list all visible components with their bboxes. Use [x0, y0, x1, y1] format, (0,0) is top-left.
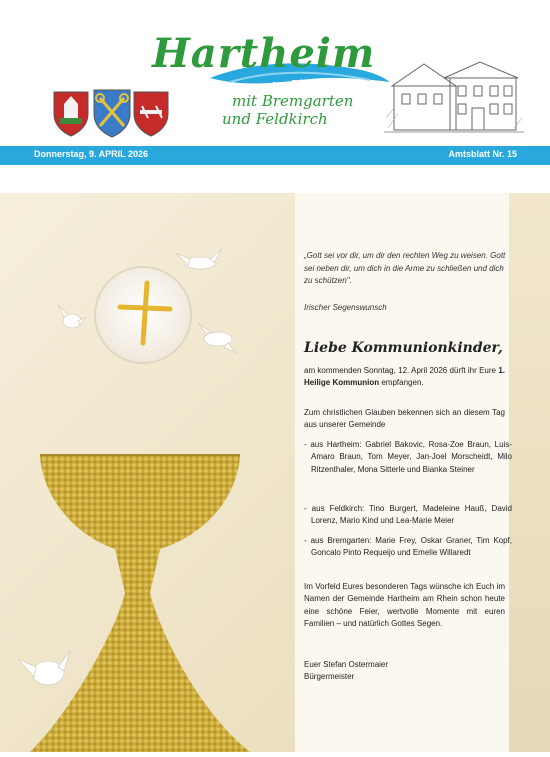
dove-icon-left: [58, 305, 86, 328]
town-subtitle-feldkirch: und Feldkirch: [222, 110, 328, 128]
town-title: Hartheim: [152, 30, 376, 77]
coat-of-arms-icons: [52, 88, 170, 138]
dove-icon-right: [198, 323, 236, 353]
town-subtitle-river: am Rhein: [270, 78, 323, 91]
signature-name: Euer Stefan Ostermaier: [304, 660, 389, 669]
dove-icon-top: [176, 249, 222, 269]
masthead: [0, 0, 550, 146]
golden-chalice-icon: [30, 455, 250, 752]
issue-info-bar: [0, 146, 550, 165]
townhall-sketch-graphic: [384, 58, 524, 136]
cover-page: [0, 193, 550, 752]
dove-icon-bottom: [18, 651, 70, 685]
blessing-quote: „Gott sei vor dir, um dir den rechten Weg zu weisen. Gott sei neben dir, um dich in die Arme zu schließen und dich zu schützen".: [304, 251, 506, 285]
letter-closing: Im Vorfeld Eures besonderen Tags wünsche ich Euch im Namen der Gemeinde Hartheim am Rhein schon heute eine schöne Feier, wertvolle Momente mit euren Familien – und natürlich Gottes Segen.: [304, 582, 505, 628]
crest-church-icon: [54, 92, 88, 136]
letter-greeting: Liebe Kommunionkinder,: [304, 340, 503, 356]
crest-keys-icon: [94, 90, 130, 137]
town-subtitle-bremgarten: mit Bremgarten: [232, 92, 354, 110]
intro-text: am kommenden Sonntag, 12. April 2026 dürft ihr Eure: [304, 366, 496, 375]
communion-illustration: [0, 193, 295, 752]
host-wafer-icon: [95, 267, 191, 363]
crest-red-icon: [134, 92, 168, 136]
signature-title: Bürgermeister: [304, 672, 355, 681]
list-hartheim: - aus Hartheim: Gabriel Bakovic, Rosa-Zoe Braun, Luis-Amaro Braun, Tom Meyer, Jan-Joel Morscheidt, Milo Ritzenthaler, Mona Sitterle und Bianka Steiner: [304, 440, 512, 474]
issue-date: Donnerstag, 9. APRIL 2026: [34, 149, 149, 159]
intro-text-end: empfangen.: [381, 378, 424, 388]
issue-number: Amtsblatt Nr. 15: [448, 149, 517, 159]
letter-intro: [304, 365, 505, 390]
decorative-strip: [509, 193, 550, 752]
list-bremgarten: - aus Bremgarten: Marie Frey, Oskar Graner, Tim Kopf, Goncalo Pinto Requeijo und Emelie Willaredt: [304, 536, 512, 558]
quote-source: Irischer Segenswunsch: [304, 303, 387, 312]
list-feldkirch: - aus Feldkirch: Tino Burgert, Madeleine Hauß, David Lorenz, Mario Kind und Lea-Marie Meier: [304, 504, 512, 526]
intro-highlight: 1. Heilige Kommunion: [304, 366, 505, 388]
letter-paragraph-2: Zum christlichen Glauben bekennen sich an diesem Tag aus unserer Gemeinde: [304, 408, 505, 430]
communion-artwork: [0, 193, 295, 752]
